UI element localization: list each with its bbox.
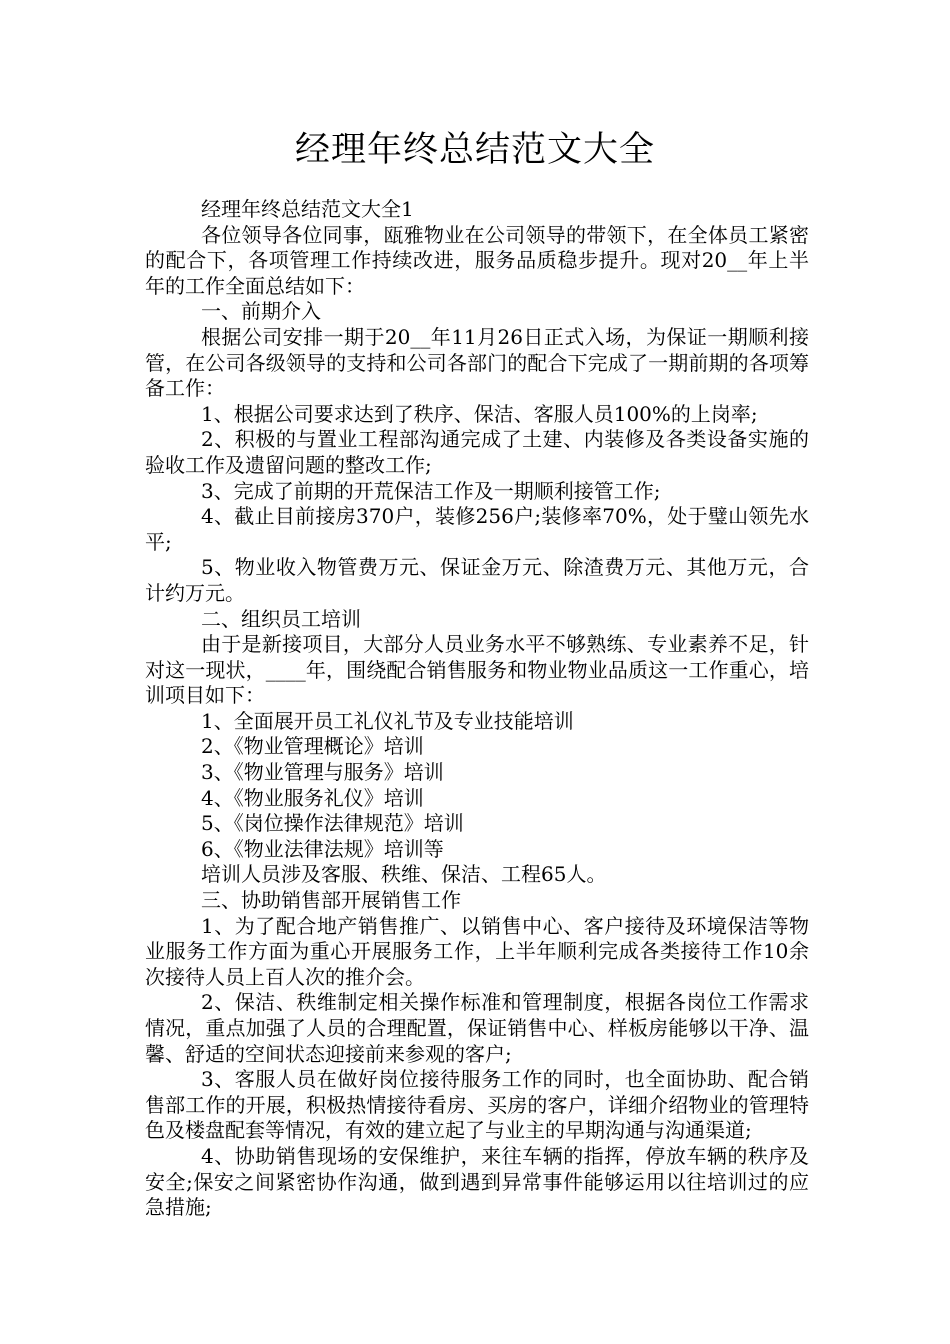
section-subtitle: 经理年终总结范文大全1 — [201, 197, 414, 221]
list-item: 1、全面展开员工礼仪礼节及专业技能培训 — [201, 708, 574, 733]
list-item: 2、《物业管理概论》培训 — [201, 734, 424, 759]
document-body — [145, 197, 809, 1221]
list-item: 3、完成了前期的开荒保洁工作及一期顺利接管工作; — [201, 478, 661, 503]
section-heading: 一、前期介入 — [201, 299, 321, 324]
paragraph: 根据公司安排一期于20__年11月26日正式入场，为保证一期顺利接管，在公司各级领导的支持和公司各部门的配合下完成了一期前期的各项筹备工作： — [145, 324, 809, 401]
list-item: 4、《物业服务礼仪》培训 — [201, 785, 424, 810]
list-item: 4、协助销售现场的安保维护，来往车辆的指挥，停放车辆的秩序及安全;保安之间紧密协作沟通，做到遇到异常事件能够运用以往培训过的应急措施; — [145, 1143, 809, 1220]
list-item: 1、根据公司要求达到了秩序、保洁、客服人员100%的上岗率; — [201, 401, 758, 426]
paragraph: 由于是新接项目，大部分人员业务水平不够熟练、专业素养不足，针对这一现状，____年，围绕配合销售服务和物业物业品质这一工作重心，培训项目如下： — [145, 632, 809, 708]
paragraph: 培训人员涉及客服、秩维、保洁、工程65人。 — [201, 862, 607, 887]
document-title: 经理年终总结范文大全 — [294, 130, 655, 170]
list-item: 6、《物业法律法规》培训等 — [201, 836, 444, 861]
list-item: 2、保洁、秩维制定相关操作标准和管理制度，根据各岗位工作需求情况，重点加强了人员的合理配置，保证销售中心、样板房能够以干净、温馨、舒适的空间状态迎接前来参观的客户; — [145, 990, 809, 1066]
list-item: 3、《物业管理与服务》培训 — [201, 760, 444, 785]
list-item: 3、客服人员在做好岗位接待服务工作的同时，也全面协助、配合销售部工作的开展，积极热情接待看房、买房的客户，详细介绍物业的管理特色及楼盘配套等情况，有效的建立起了与业主的早期沟通与沟通渠道; — [145, 1067, 809, 1143]
list-item: 5、物业收入物管费万元、保证金万元、除渣费万元、其他万元，合计约万元。 — [145, 555, 809, 605]
list-item: 4、截止目前接房370户，装修256户;装修率70%，处于璧山领先水平; — [145, 504, 809, 554]
paragraph: 各位领导各位同事，瓯雅物业在公司领导的带领下，在全体员工紧密的配合下，各项管理工作持续改进，服务品质稳步提升。现对20__年上半年的工作全面总结如下： — [145, 222, 809, 298]
section-heading: 二、组织员工培训 — [201, 606, 361, 631]
list-item: 2、积极的与置业工程部沟通完成了土建、内装修及各类设备实施的验收工作及遗留问题的整改工作; — [145, 427, 809, 477]
list-item: 1、为了配合地产销售推广、以销售中心、客户接待及环境保洁等物业服务工作方面为重心开展服务工作，上半年顺利完成各类接待工作10余次接待人员上百人次的推介会。 — [145, 913, 809, 989]
list-item: 5、《岗位操作法律规范》培训 — [201, 811, 464, 836]
section-heading: 三、协助销售部开展销售工作 — [201, 888, 461, 913]
